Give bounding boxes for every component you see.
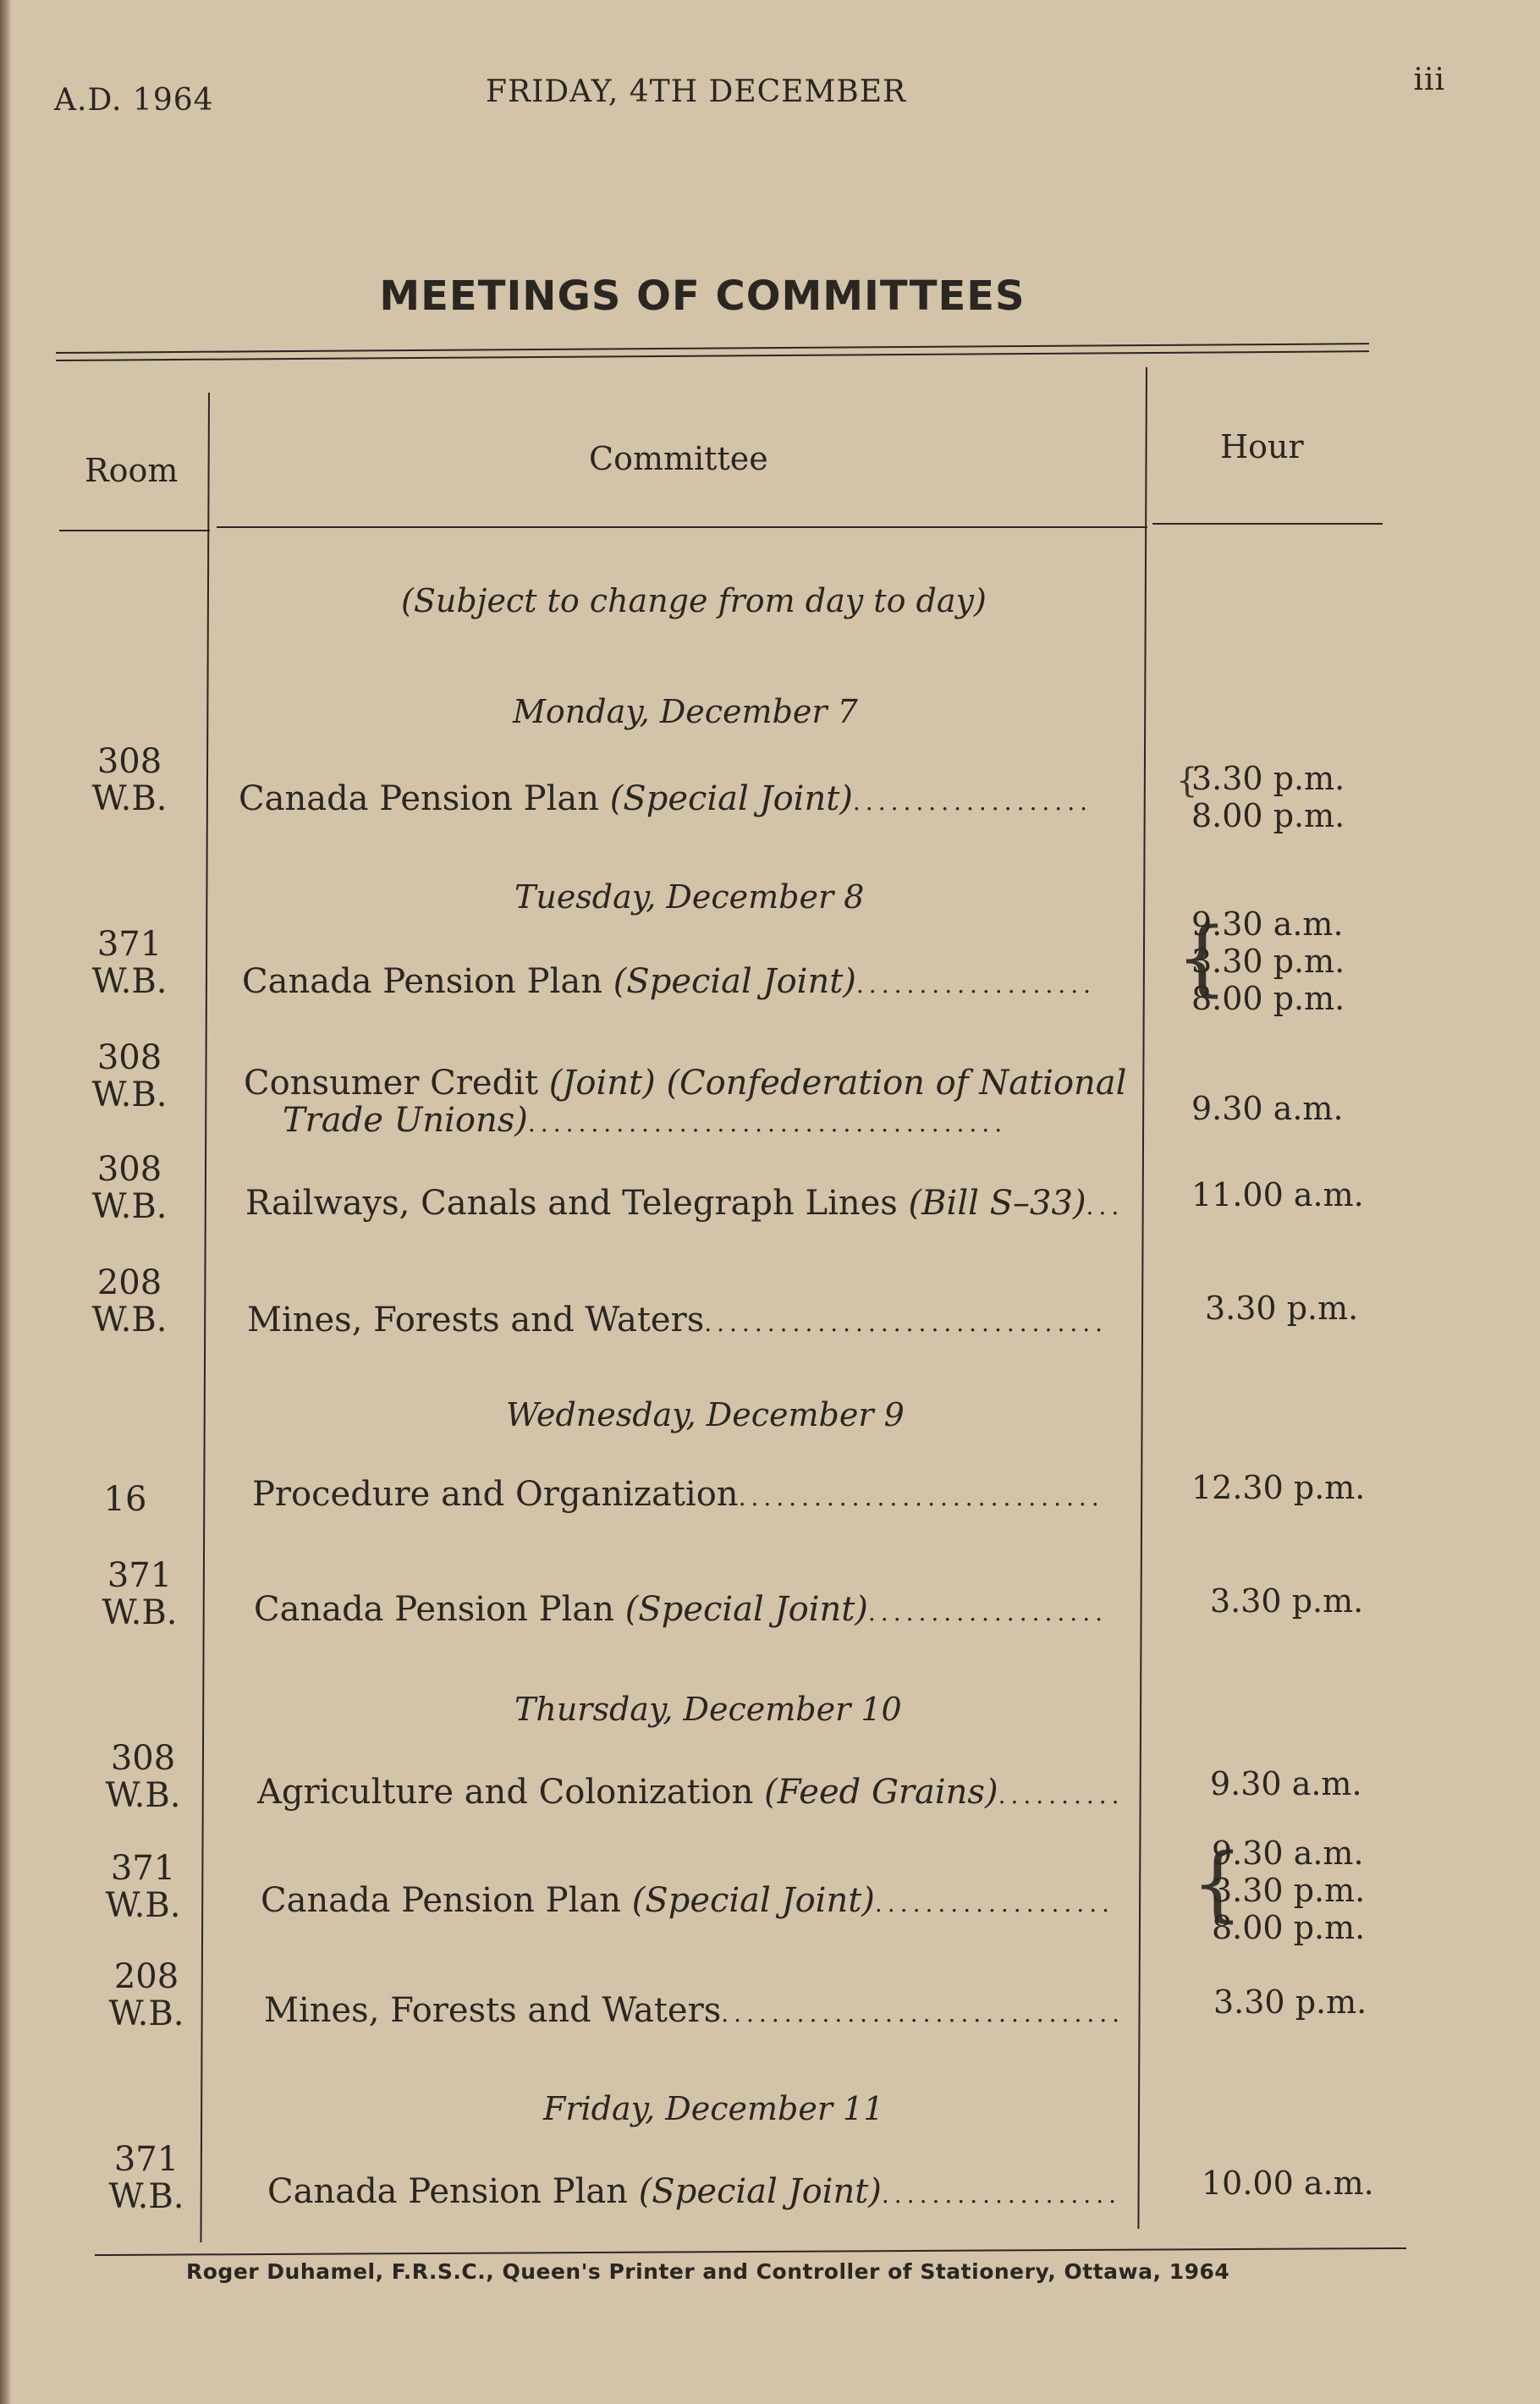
room-cell: 208 W.B. (108, 1957, 184, 2033)
running-head-date: FRIDAY, 4TH DECEMBER (486, 74, 907, 109)
footer-rule (95, 2247, 1406, 2256)
committee-cell: Mines, Forests and Waters................................ (264, 1992, 1125, 2030)
hour-cell: 3.30 p.m. 8.00 p.m. (1191, 760, 1345, 834)
hour-cell: 9.30 a.m. (1191, 1090, 1344, 1127)
hour-cell: 11.00 a.m. (1191, 1176, 1364, 1213)
title-double-rule (56, 343, 1369, 361)
header-rule-room (59, 530, 210, 531)
header-rule-hour (1152, 523, 1383, 525)
hours-brace: { (1176, 762, 1198, 800)
committee-cell: Canada Pension Plan (Special Joint)................... (239, 780, 1092, 818)
hour-cell: 12.30 p.m. (1191, 1469, 1366, 1506)
session-year: A.D. 1964 (54, 83, 214, 118)
committee-cell: Agriculture and Colonization (Feed Grains).......... (257, 1774, 1125, 1812)
hour-cell: 3.30 p.m. (1205, 1290, 1359, 1327)
header-room: Room (85, 452, 179, 489)
room-cell: 308 W.B. (105, 1739, 181, 1815)
hours-brace: { (1191, 1836, 1244, 1931)
day-heading: Monday, December 7 (513, 693, 858, 730)
room-cell: 16 (103, 1480, 147, 1519)
committee-table (58, 367, 1384, 2216)
room-cell: 308 W.B. (91, 1150, 168, 1226)
subject-to-change-note: (Subject to change from day to day) (401, 582, 987, 619)
room-cell: 208 W.B. (91, 1263, 168, 1340)
day-heading: Tuesday, December 8 (514, 878, 865, 916)
committee-cell: Canada Pension Plan (Special Joint)................... (261, 1882, 1114, 1920)
hour-cell: 9.30 a.m. (1210, 1765, 1362, 1802)
committee-cell: Railways, Canals and Telegraph Lines (Bill S–33)... (245, 1185, 1125, 1223)
day-heading: Wednesday, December 9 (506, 1396, 905, 1433)
day-heading: Thursday, December 10 (514, 1691, 902, 1728)
room-cell: 371 W.B. (102, 1556, 178, 1632)
room-cell: 371 W.B. (108, 2140, 184, 2216)
table-header (58, 367, 1384, 536)
hour-cell: 3.30 p.m. (1213, 1983, 1367, 2021)
header-committee: Committee (589, 440, 768, 477)
header-hour: Hour (1220, 428, 1304, 465)
committee-cell: Canada Pension Plan (Special Joint)................... (267, 2173, 1121, 2211)
hour-cell: 9.30 a.m. 3.30 p.m. 8.00 p.m. (1191, 905, 1345, 1017)
room-cell: 371 W.B. (91, 925, 168, 1001)
page-title: MEETINGS OF COMMITTEES (379, 272, 1026, 320)
room-cell: 308 W.B. (91, 742, 168, 818)
hour-column-rule (1137, 367, 1147, 2229)
room-cell: 308 W.B. (91, 1038, 168, 1114)
hours-brace: { (1176, 910, 1229, 1005)
printer-imprint: Roger Duhamel, F.R.S.C., Queen's Printer and Controller of Stationery, Ottawa, 1964 (186, 2259, 1230, 2284)
header-rule-committee (217, 526, 1147, 528)
committee-cell: Canada Pension Plan (Special Joint)................... (242, 963, 1096, 1001)
day-heading: Friday, December 11 (543, 2090, 884, 2127)
committee-cell: Procedure and Organization............................. (252, 1476, 1104, 1514)
committee-cell: Mines, Forests and Waters................................ (247, 1301, 1108, 1340)
page-binding-edge (0, 0, 12, 2404)
committee-cell: Canada Pension Plan (Special Joint)................... (254, 1591, 1108, 1629)
running-head (54, 63, 1445, 118)
page-number: iii (1413, 63, 1445, 97)
room-cell: 371 W.B. (105, 1849, 181, 1925)
room-column-rule (200, 393, 210, 2242)
committee-cell: Consumer Credit (Joint) (Confederation of National Trade Unions)...................................... (244, 1064, 1127, 1140)
hour-cell: 9.30 a.m. 3.30 p.m. 8.00 p.m. (1212, 1835, 1366, 1946)
hour-cell: 10.00 a.m. (1202, 2165, 1374, 2202)
hour-cell: 3.30 p.m. (1210, 1582, 1364, 1620)
